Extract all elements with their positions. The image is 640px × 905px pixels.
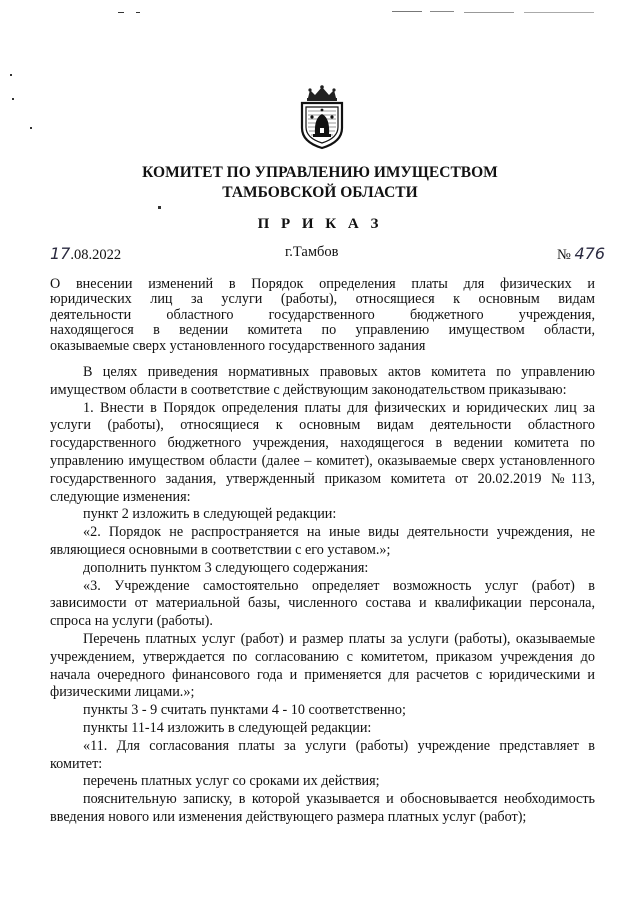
scan-artifact — [10, 74, 12, 76]
subject-line: юридических лиц за услуги (работы), относящиеся к основным видам — [50, 291, 595, 308]
date-day-handwritten: 17 — [50, 244, 71, 263]
document-city: г.Тамбов — [285, 244, 339, 260]
organization-name-line-2: ТАМБОВСКОЙ ОБЛАСТИ — [222, 184, 418, 201]
date-month-year: .08.2022 — [70, 247, 122, 263]
scan-artifact — [158, 206, 161, 209]
scan-artifact — [524, 12, 594, 13]
paragraph-item-1: 1. Внести в Порядок определения платы для физических и юридических лиц за услуги (работы), относящиеся к основным видам деятельности областного государственного бюджетного учреждения, находящегося в ведении комитета по управлению имуществом области (далее – комитет), оказываемые сверх установленного государственного задания, утвержденный приказом комитета от 20.02.2019 №113, следующие изменения: — [50, 399, 595, 505]
coat-of-arms-icon — [296, 84, 348, 150]
scan-artifact — [464, 12, 514, 13]
document-body — [50, 364, 595, 827]
paragraph: пояснительную записку, в которой указывается и обосновывается необходимость введения нового или изменения действующего размера платных услуг (работ); — [50, 791, 595, 825]
scan-artifact — [12, 98, 14, 100]
scan-artifact — [118, 12, 124, 13]
paragraph: пункт 2 изложить в следующей редакции: — [83, 506, 337, 523]
document-subject — [50, 277, 595, 354]
paragraph: «2. Порядок не распространяется на иные виды деятельности учреждения, не являющиеся основными в соответствии с его уставом.»; — [50, 524, 595, 558]
paragraph: пункты 11-14 изложить в следующей редакции: — [83, 719, 372, 736]
subject-line: оказываемые сверх установленного государственного задания — [50, 337, 426, 354]
scan-artifact — [30, 127, 32, 129]
paragraph: пункты 3 - 9 считать пунктами 4 - 10 соответственно; — [83, 702, 406, 719]
paragraph: дополнить пунктом 3 следующего содержания: — [83, 559, 369, 576]
subject-line: О внесении изменений в Порядок определения платы для физических и — [50, 276, 595, 292]
document-number — [557, 244, 605, 264]
number-sign: № — [556, 247, 571, 263]
paragraph: «3. Учреждение самостоятельно определяет возможность услуг (работ) в зависимости от материальной базы, численного состава и квалификации персонала, спроса на услуги (работы). — [50, 577, 595, 630]
scan-artifact — [136, 12, 140, 13]
organization-name-line-1: КОМИТЕТ ПО УПРАВЛЕНИЮ ИМУЩЕСТВОМ — [142, 164, 498, 181]
paragraph: Перечень платных услуг (работ) и размер платы за услуги (работы), оказываемые учреждением, утверждается по согласованию с комитетом, приказом учреждения до начала очередного финансового года и применяется для расчетов с юридическими и физическими лицами.»; — [50, 630, 595, 701]
scan-artifact — [392, 11, 422, 12]
paragraph-preamble: В целях приведения нормативных правовых актов комитета по управлению имуществом области в соответствие с действующим законодательством приказываю: — [50, 364, 595, 398]
document-meta-row — [50, 244, 605, 268]
document-type-heading: П Р И К А З — [257, 216, 383, 232]
number-handwritten: 476 — [574, 244, 605, 263]
paragraph: перечень платных услуг со сроками их действия; — [83, 773, 380, 790]
subject-line: деятельности областного государственного бюджетного учреждения, — [50, 306, 595, 323]
document-date — [50, 244, 121, 264]
subject-line: находящегося в ведении комитета по управлению имуществом области, — [50, 322, 595, 339]
scan-artifact — [430, 11, 454, 12]
paragraph: «11. Для согласования платы за услуги (работы) учреждение представляет в комитет: — [50, 737, 595, 772]
